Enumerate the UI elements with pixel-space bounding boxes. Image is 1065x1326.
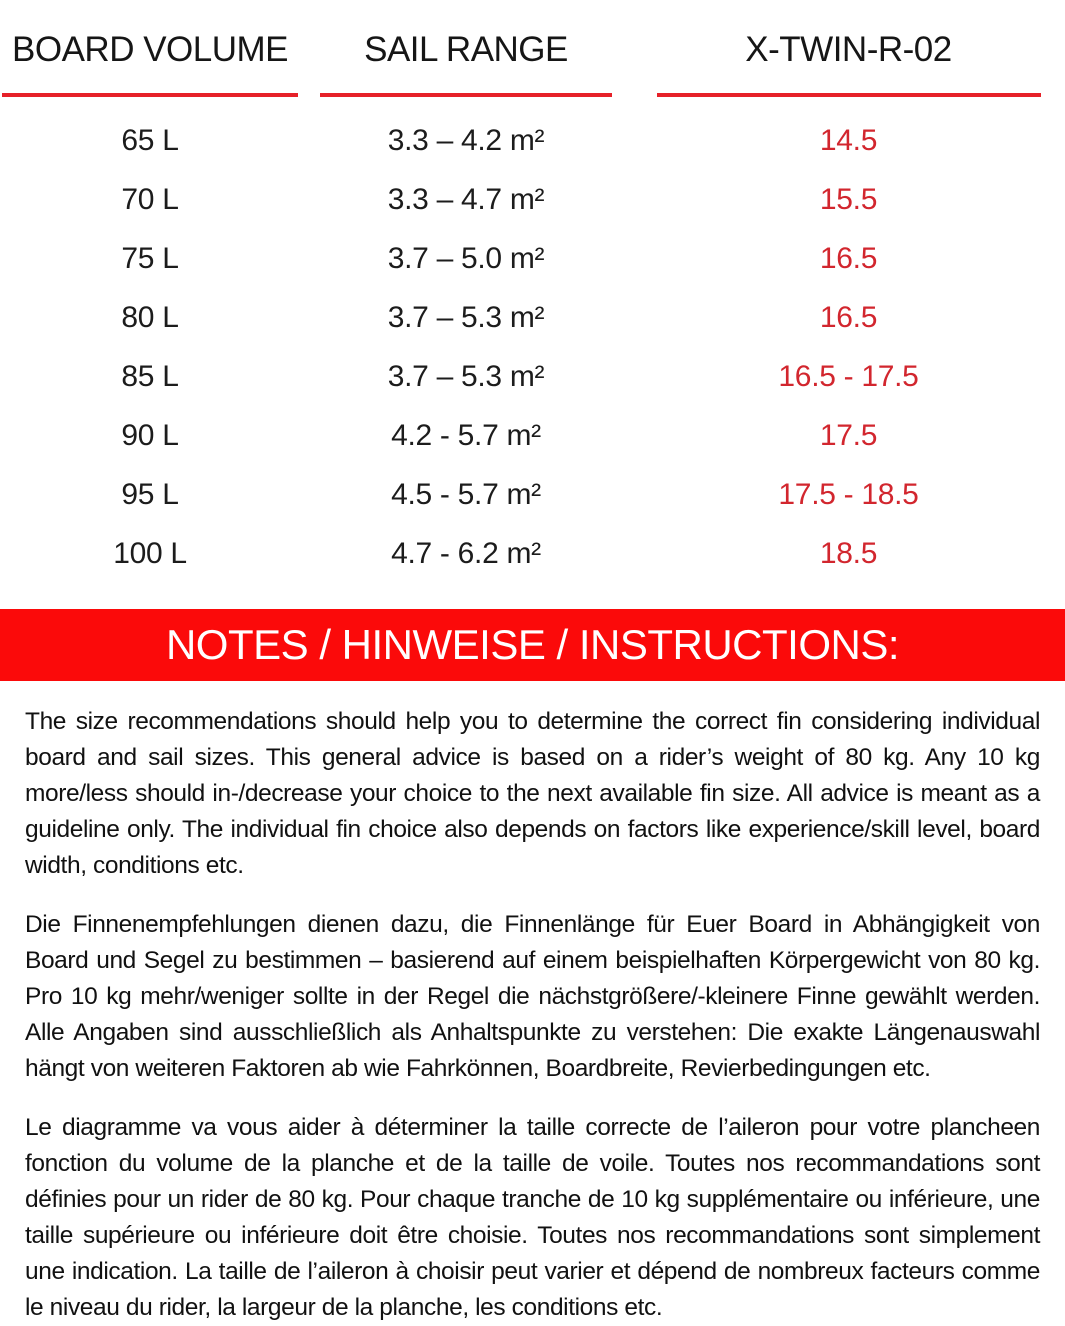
sail-range-cell: 4.5 - 5.7 m² (391, 477, 541, 511)
table-row (0, 111, 1065, 170)
column-header-model (632, 30, 1065, 97)
fin-size-cell: 17.5 - 18.5 (778, 477, 919, 511)
sail-range-cell: 3.3 – 4.7 m² (387, 182, 545, 216)
board-volume-cell: 65 L (121, 123, 179, 157)
sail-range-cell: 3.7 – 5.0 m² (387, 241, 545, 275)
note-paragraph-french: Le diagramme va vous aider à déterminer la taille correcte de l’aileron pour votre plancheen fonction du volume de la planche et de la taille de voile. Toutes nos recommandations sont définies pour un rider de 80 kg. Pour chaque tranche de 10 kg supplémentaire ou inférieure, une taille supérieure ou inférieure doit être choisie. Toutes nos recommandations sont simplement une indication. La taille de l’aileron à choisir peut varier et dépend de nombreux facteurs comme le niveau du rider, la largeur de la planche, les conditions etc. (25, 1114, 1040, 1321)
table-row (0, 170, 1065, 229)
note-paragraph-german: Die Finnenempfehlungen dienen dazu, die Finnenlänge für Euer Board in Abhängigkeit von Board und Segel zu bestimmen – basierend auf einem beispielhaften Körpergewicht von 80 kg. Pro 10 kg mehr/weniger sollte in der Regel die nächstgrößere/-kleinere Finne gewählt werden. Alle Angaben sind ausschließlich als Anhaltspunkte zu verstehen: Die exakte Längenauswahl hängt von weiteren Faktoren ab wie Fahrkönnen, Boardbreite, Revierbedingungen etc. (25, 911, 1040, 1082)
sail-range-cell: 3.7 – 5.3 m² (387, 300, 545, 334)
board-volume-cell: 85 L (121, 359, 179, 393)
column-header-label: BOARD VOLUME (12, 30, 288, 69)
sail-range-cell: 4.7 - 6.2 m² (391, 536, 541, 570)
fin-size-cell: 18.5 (819, 536, 878, 570)
table-row (0, 406, 1065, 465)
column-header-board-volume (0, 30, 300, 97)
column-header-label: X-TWIN-R-02 (745, 30, 952, 69)
table-row (0, 229, 1065, 288)
header-underline (657, 93, 1041, 97)
board-volume-cell: 90 L (121, 418, 179, 452)
fin-size-cell: 16.5 (819, 300, 878, 334)
fin-size-cell: 15.5 (819, 182, 878, 216)
fin-size-cell: 16.5 - 17.5 (778, 359, 919, 393)
fin-size-cell: 14.5 (819, 123, 878, 157)
table-body (0, 97, 1065, 583)
note-paragraph-english: The size recommendations should help you to determine the correct fin considering individual board and sail sizes. This general advice is based on a rider’s weight of 80 kg. Any 10 kg more/less should in-/decrease your choice to the next available fin size. All advice is meant as a guideline only. The individual fin choice also depends on factors like experience/skill level, board width, conditions etc. (25, 708, 1040, 879)
board-volume-cell: 75 L (121, 241, 179, 275)
notes-banner-title: NOTES / HINWEISE / INSTRUCTIONS: (165, 621, 900, 668)
header-underline (320, 93, 612, 97)
header-underline (2, 93, 298, 97)
notes-section (0, 704, 1065, 1326)
table-header-row (0, 0, 1065, 97)
table-row (0, 465, 1065, 524)
sail-range-cell: 3.3 – 4.2 m² (387, 123, 545, 157)
fin-size-cell: 16.5 (819, 241, 878, 275)
board-volume-cell: 70 L (121, 182, 179, 216)
fin-size-cell: 17.5 (819, 418, 878, 452)
sail-range-cell: 4.2 - 5.7 m² (391, 418, 541, 452)
fin-size-table (0, 0, 1065, 583)
column-header-label: SAIL RANGE (364, 30, 568, 69)
board-volume-cell: 80 L (121, 300, 179, 334)
table-row (0, 288, 1065, 347)
column-header-sail-range (300, 30, 632, 97)
sail-range-cell: 3.7 – 5.3 m² (387, 359, 545, 393)
table-row (0, 347, 1065, 406)
table-row (0, 524, 1065, 583)
board-volume-cell: 95 L (121, 477, 179, 511)
board-volume-cell: 100 L (113, 536, 187, 570)
notes-banner (0, 609, 1065, 681)
